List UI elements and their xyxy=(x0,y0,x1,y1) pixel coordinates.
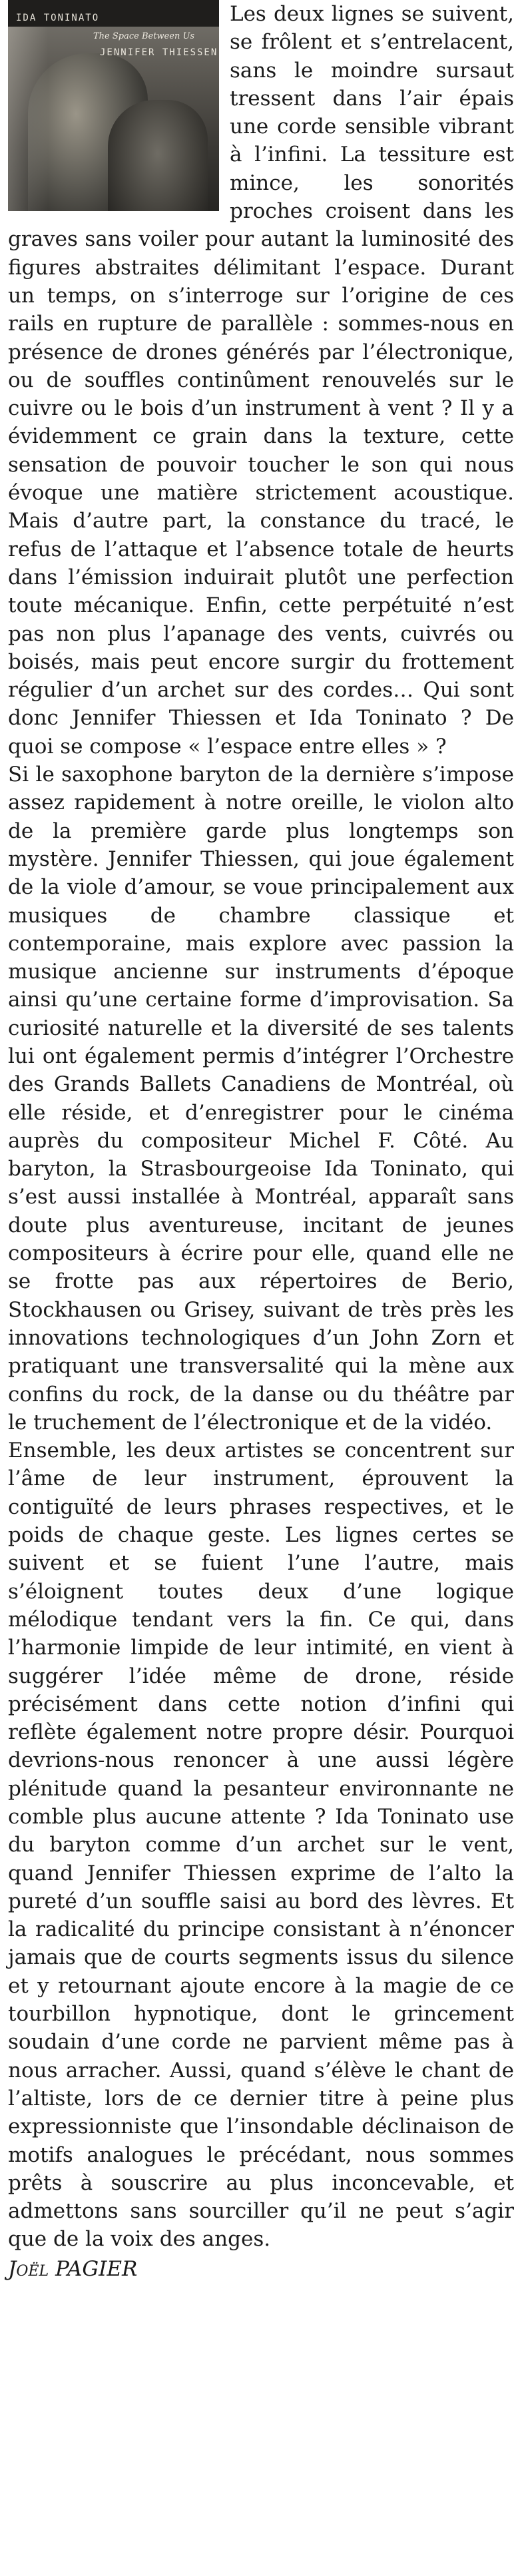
cover-light xyxy=(8,27,48,211)
cover-title: The Space Between Us xyxy=(93,31,195,41)
paragraph-2: Si le saxophone baryton de la dernière s’impose assez rapidement à notre oreille, le violon alto de la première garde plus longtemps son mystère. Jennifer Thiessen, qui joue également de la viole d’amour, se voue principalement aux musiques de chambre classique et contemporaine, mais explore avec passion la musique ancienne sur instruments d’époque ainsi qu’une certaine forme d’improvisation. Sa curiosité naturelle et la diversité de ses talents lui ont également permis d’intégrer l’Orchestre des Grands Ballets Canadiens de Montréal, où elle réside, et d’enregistrer pour le cinéma auprès du compositeur Michel F. Côté. Au baryton, la Strasbourgeoise Ida Toninato, qui s’est aussi installée à Montréal, apparaît sans doute plus aventureuse, incitant de jeunes compositeurs à écrire pour elle, quand elle ne se frotte pas aux répertoires de Berio, Stockhausen ou Grisey, suivant de très près les innovations technologiques d’un John Zorn et pratiquant une transversalité qui la mène aux confins du rock, de la danse ou du théâtre par le truchement de l’électronique et de la vidéo. xyxy=(8,763,514,1435)
author-last-name: PAGIER xyxy=(55,2256,138,2281)
paragraph-3: Ensemble, les deux artistes se concentrent sur l’âme de leur instrument, éprouvent la contiguïté de leurs phrases respectives, et le poids de chaque geste. Les lignes certes se suivent et se fuient l’une l’autre, mais s’éloignent toutes deux d’une logique mélodique tendant vers la fin. Ce qui, dans l’harmonie limpide de leur intimité, en vient à suggérer l’idée même de drone, réside précisément dans cette notion d’infini qui reflète également notre propre désir. Pourquoi devrions-nous renoncer à une aussi légère plénitude quand la pesanteur environnante ne comble plus aucune attente ? Ida Toninato use du baryton comme d’un archet sur le vent, quand Jennifer Thiessen exprime de l’alto la pureté d’un souffle saisi au bord des lèvres. Et la radicalité du principe consistant à n’énoncer jamais que de courts segments issus du silence et y retournant ajoute encore à la magie de ce tourbillon hypnotique, dont le grincement soudain d’une corde ne parvient même pas à nous arracher. Aussi, quand s’élève le chant de l’altiste, lors de ce dernier titre à peine plus expressionniste que l’insondable déclinaison de motifs analogues le précédant, nous sommes prêts à souscrire au plus inconcevable, et admettons sans sourciller qu’il ne peut s’agir que de la voix des anges. xyxy=(8,1439,514,2252)
cover-artist-top: IDA TONINATO xyxy=(16,13,100,23)
cover-figure-right xyxy=(108,100,208,211)
paragraph-1: Les deux lignes se suivent, se frôlent et s’entrelacent, sans le moindre sursaut tressent dans l’air épais une corde sensible vibrant à l’infini. La tessiture est mince, les sonorités proches croisent dans les graves sans voiler pour autant la luminosité des figures abstraites délimitant l’espace. Durant un temps, on s’interroge sur l’origine de ces rails en rupture de parallèle : sommes-nous en présence de drones générés par l’électronique, ou de souffles continûment renouvelés sur le cuivre ou le bois d’un instrument à vent ? Il y a évidemment ce grain dans la texture, cette sensation de pouvoir toucher le son qui nous évoque une matière strictement acoustique. Mais d’autre part, la constance du tracé, le refus de l’attaque et l’absence totale de heurts dans l’émission induirait plutôt une perfection toute mécanique. Enfin, cette perpétuité n’est pas non plus l’apanage des vents, cuivrés ou boisés, mais peut encore surgir du frottement régulier d’un archet sur des cordes… Qui sont donc Jennifer Thiessen et Ida Toninato ? De quoi se compose « l’espace entre elles » ? xyxy=(8,2,514,759)
author-signature xyxy=(8,2255,514,2283)
album-cover-image xyxy=(8,0,219,211)
review-article xyxy=(8,0,514,2283)
cover-artist-bottom: JENNIFER THIESSEN xyxy=(100,47,218,58)
author-first-name: Joël xyxy=(8,2256,49,2281)
